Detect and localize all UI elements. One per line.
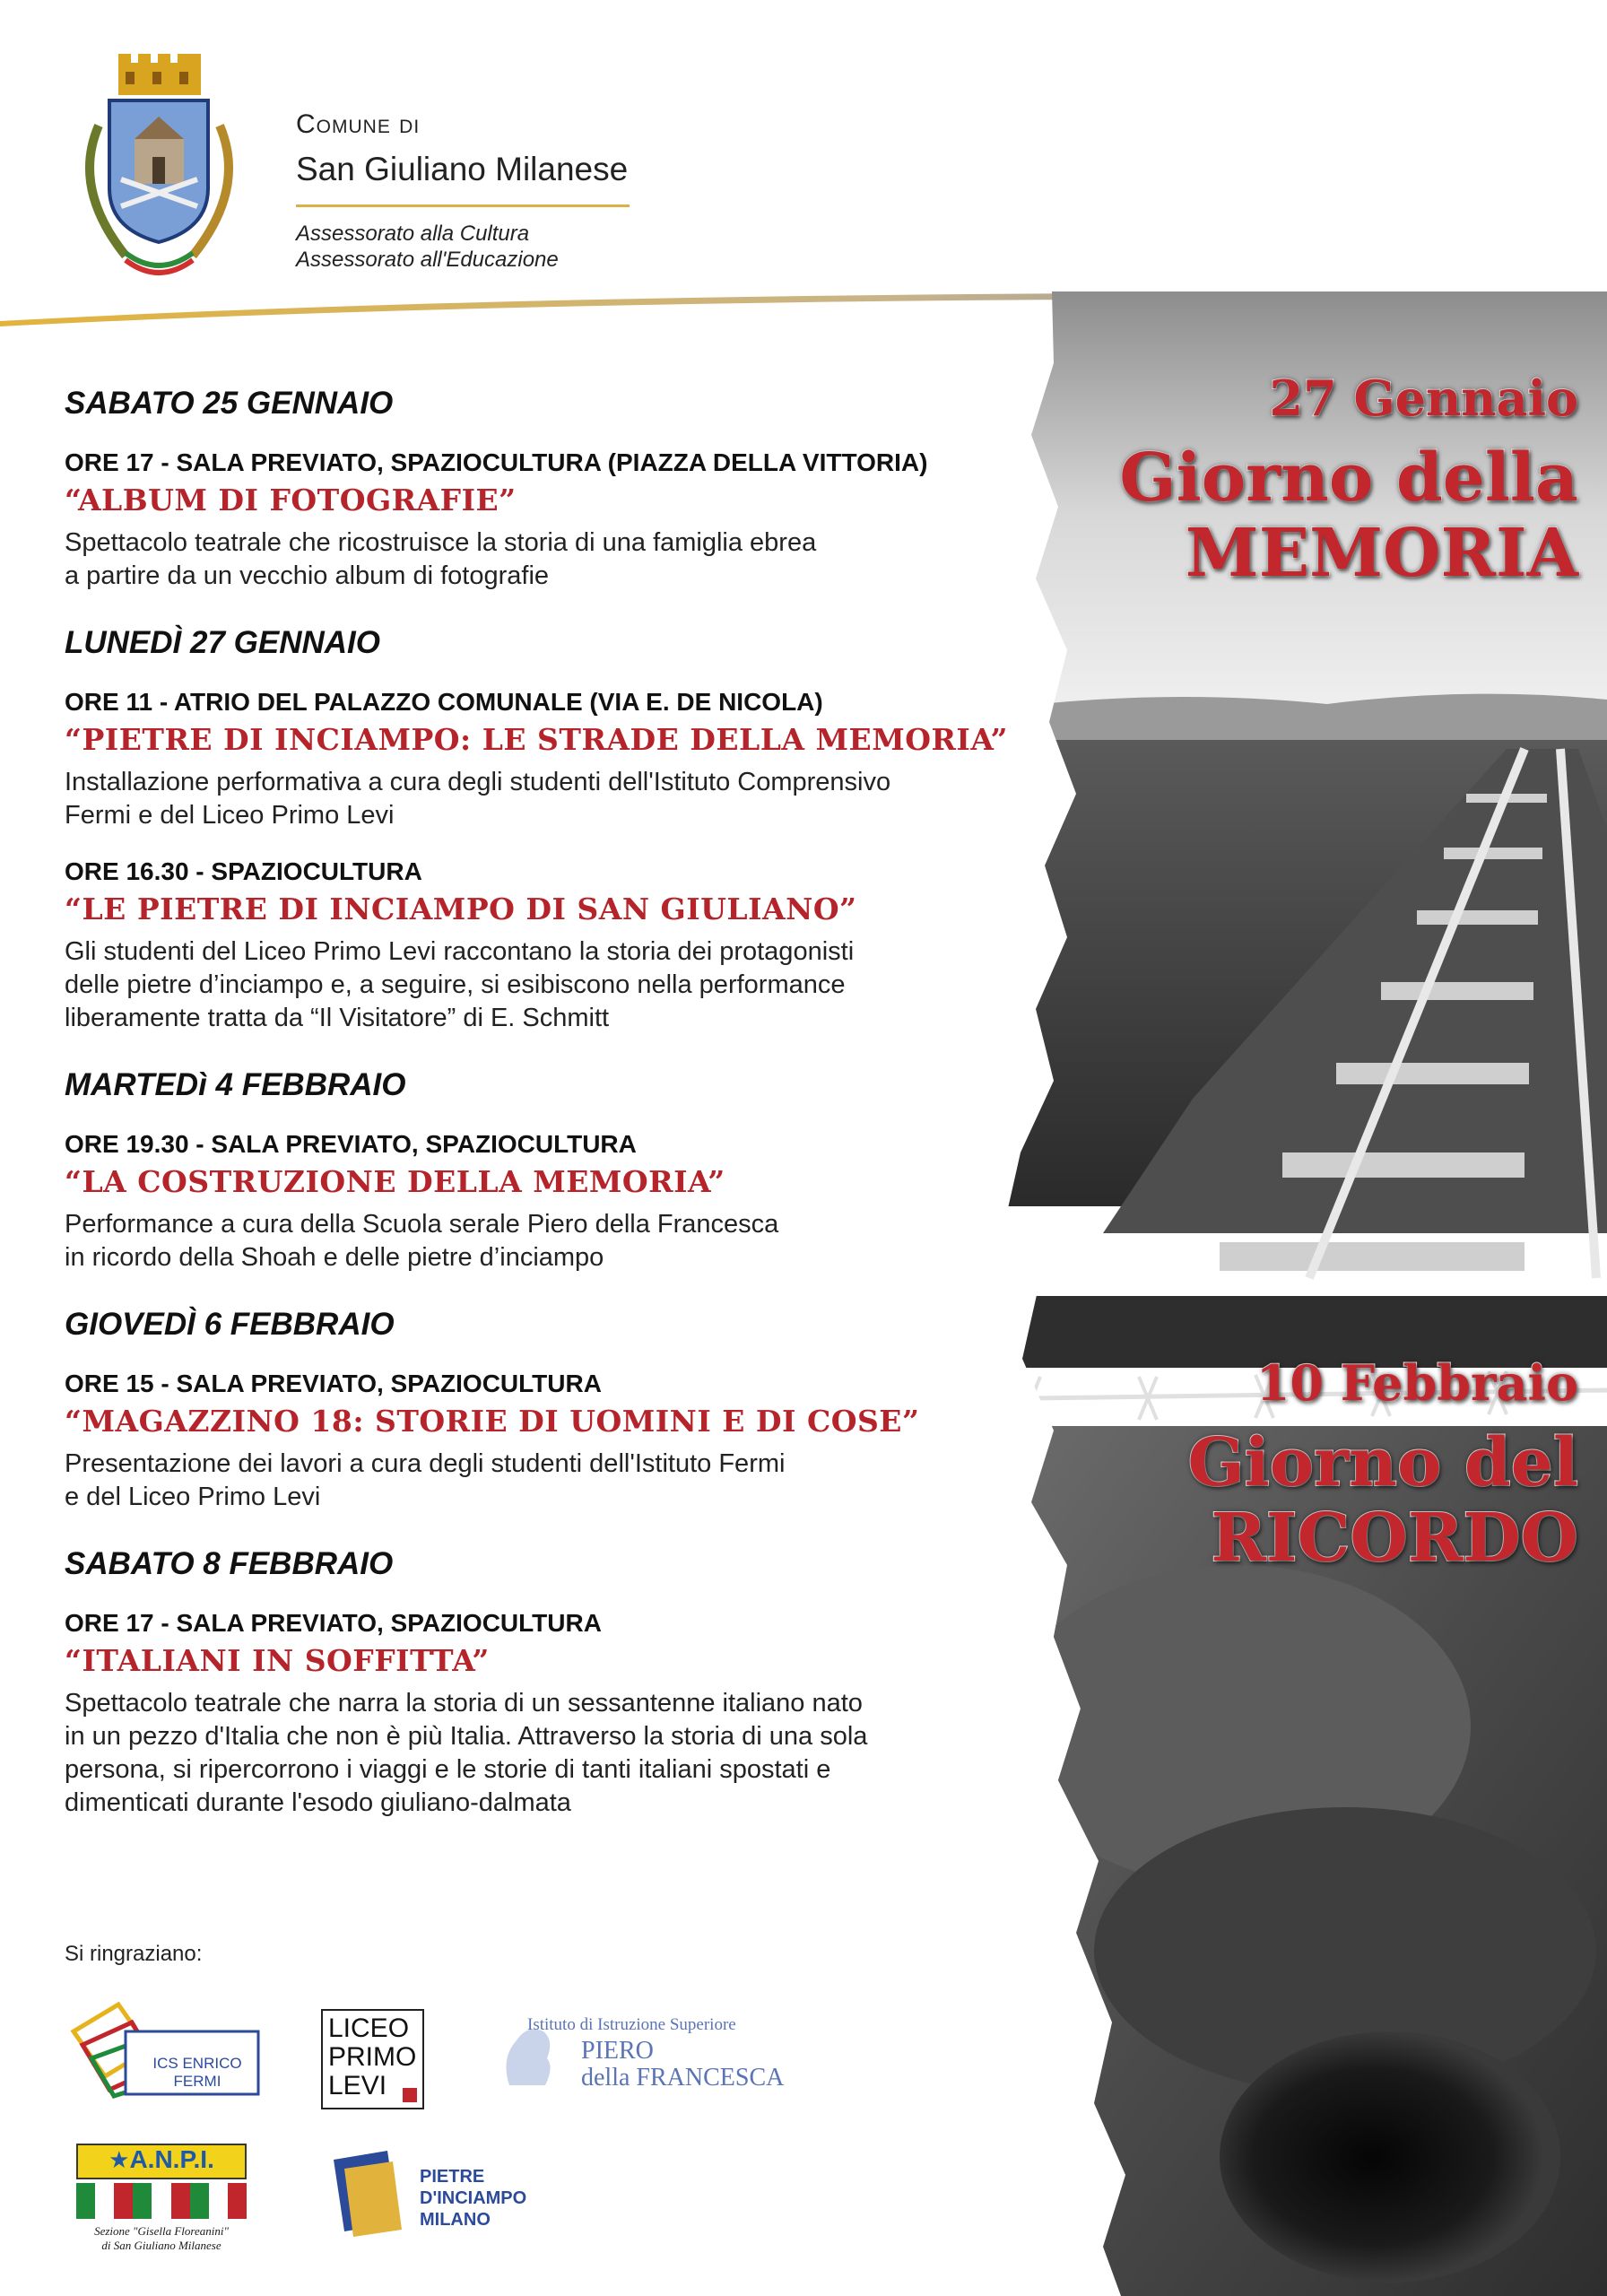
event-title: “MAGAZZINO 18: STORIE DI UOMINI E DI COSE” xyxy=(65,1404,920,1439)
description-line: Gli studenti del Liceo Primo Levi raccontano la storia dei protagonisti xyxy=(65,937,855,966)
event-description xyxy=(65,935,1015,1035)
memoria-date: 27 Gennaio xyxy=(1269,370,1578,427)
assessorato-cultura: Assessorato alla Cultura xyxy=(296,222,530,246)
event-time-venue: ORE 11 - ATRIO DEL PALAZZO COMUNALE (VIA E. DE NICOLA) xyxy=(65,688,823,716)
memorial-photo-panel xyxy=(969,291,1607,2296)
day-heading: LUNEDÌ 27 GENNAIO xyxy=(65,625,380,660)
assessorato-educazione: Assessorato all'Educazione xyxy=(296,248,559,272)
ricordo-title-line1: Giorno del xyxy=(1187,1424,1578,1501)
event-title: “LE PIETRE DI INCIAMPO DI SAN GIULIANO” xyxy=(65,891,857,926)
description-line: Installazione performativa a cura degli studenti dell'Istituto Comprensivo xyxy=(65,768,891,796)
event-item xyxy=(65,1370,1015,1514)
day-heading: MARTEDì 4 FEBBRAIO xyxy=(65,1067,406,1102)
piero-line3: della FRANCESCA xyxy=(581,2064,785,2092)
event-description xyxy=(65,1208,1015,1274)
day-group xyxy=(65,1067,1015,1274)
day-group xyxy=(65,625,1015,1035)
description-line: a partire da un vecchio album di fotografie xyxy=(65,561,550,590)
anpi-logo xyxy=(76,2144,247,2260)
description-line: in ricordo della Shoah e delle pietre d’inciampo xyxy=(65,1243,604,1272)
piero-della-francesca-logo xyxy=(491,2013,796,2094)
event-item xyxy=(65,688,1015,832)
description-line: Performance a cura della Scuola serale Piero della Francesca xyxy=(65,1210,779,1239)
day-heading: SABATO 8 FEBBRAIO xyxy=(65,1546,394,1581)
header-divider xyxy=(296,204,630,207)
event-time-venue: ORE 17 - SALA PREVIATO, SPAZIOCULTURA (PIAZZA DELLA VITTORIA) xyxy=(65,448,928,476)
city-name: San Giuliano Milanese xyxy=(296,151,629,187)
event-description xyxy=(65,526,1015,593)
star-icon: ★ xyxy=(109,2146,130,2173)
description-line: persona, si ripercorrono i viaggi e le storie di tanti italiani spostati e xyxy=(65,1755,831,1784)
anpi-name: A.N.P.I. xyxy=(129,2145,214,2173)
day-heading: GIOVEDÌ 6 FEBBRAIO xyxy=(65,1307,395,1342)
memoria-title-line1: Giorno della xyxy=(1119,439,1578,517)
description-line: in un pezzo d'Italia che non è più Italia. Attraverso la storia di una sola xyxy=(65,1722,868,1751)
levi-red-square xyxy=(403,2088,417,2102)
ricordo-title-line2: RICORDO xyxy=(1211,1500,1578,1577)
event-time-venue: ORE 17 - SALA PREVIATO, SPAZIOCULTURA xyxy=(65,1609,602,1637)
piero-line2: PIERO xyxy=(581,2037,654,2065)
event-time-venue: ORE 16.30 - SPAZIOCULTURA xyxy=(65,857,422,885)
ricordo-date: 10 Febbraio xyxy=(1255,1354,1578,1412)
piero-line1: Istituto di Istruzione Superiore xyxy=(527,2015,736,2034)
day-group xyxy=(65,386,1015,593)
event-item xyxy=(65,1609,1015,1820)
pietre-inciampo-milano-logo xyxy=(334,2151,549,2249)
levi-line1: LICEO xyxy=(328,2013,410,2043)
event-title: “ITALIANI IN SOFFITTA” xyxy=(65,1643,490,1678)
description-line: Presentazione dei lavori a cura degli studenti dell'Istituto Fermi xyxy=(65,1449,786,1478)
stone-icon xyxy=(334,2151,405,2240)
levi-line3: LEVI xyxy=(328,2071,387,2100)
event-title: “LA COSTRUZIONE DELLA MEMORIA” xyxy=(65,1164,725,1199)
municipal-crest-logo xyxy=(63,54,256,283)
description-line: e del Liceo Primo Levi xyxy=(65,1483,321,1511)
description-line: dimenticati durante l'esodo giuliano-dalmata xyxy=(65,1788,571,1817)
thanks-label: Si ringraziano: xyxy=(65,1942,203,1966)
anpi-sub2: di San Giuliano Milanese xyxy=(101,2239,222,2252)
memoria-title-line2: MEMORIA xyxy=(1185,515,1578,592)
liceo-primo-levi-logo xyxy=(321,2009,424,2109)
event-item xyxy=(65,448,1015,593)
anpi-flag-stripes xyxy=(76,2183,247,2219)
event-time-venue: ORE 15 - SALA PREVIATO, SPAZIOCULTURA xyxy=(65,1370,602,1397)
fermi-logo-text: ICS ENRICO FERMI xyxy=(152,2055,242,2090)
event-item xyxy=(65,857,1015,1035)
event-title: “PIETRE DI INCIAMPO: LE STRADE DELLA MEMORIA” xyxy=(65,722,1008,757)
event-description xyxy=(65,1687,1015,1820)
event-schedule xyxy=(65,386,1015,1852)
pietre-line3: MILANO xyxy=(420,2210,491,2230)
comune-label: Comune di xyxy=(296,109,421,139)
description-line: Spettacolo teatrale che ricostruisce la storia di una famiglia ebrea xyxy=(65,528,817,557)
day-group xyxy=(65,1546,1015,1820)
event-title: “ALBUM DI FOTOGRAFIE” xyxy=(65,483,517,517)
event-description xyxy=(65,766,1015,832)
description-line: Spettacolo teatrale che narra la storia di un sessantenne italiano nato xyxy=(65,1689,863,1718)
pietre-line1: PIETRE xyxy=(420,2167,485,2187)
description-line: Fermi e del Liceo Primo Levi xyxy=(65,801,395,830)
pietre-line2: D'INCIAMPO xyxy=(420,2188,527,2208)
event-time-venue: ORE 19.30 - SALA PREVIATO, SPAZIOCULTURA xyxy=(65,1130,637,1158)
anpi-sub1: Sezione "Gisella Floreanini" xyxy=(94,2224,229,2238)
fermi-logo xyxy=(65,1996,280,2099)
description-line: delle pietre d’inciampo e, a seguire, si esibiscono nella performance xyxy=(65,970,846,999)
day-group xyxy=(65,1307,1015,1514)
description-line: liberamente tratta da “Il Visitatore” di E. Schmitt xyxy=(65,1004,610,1032)
event-item xyxy=(65,1130,1015,1274)
day-heading: SABATO 25 GENNAIO xyxy=(65,386,394,421)
event-description xyxy=(65,1448,1015,1514)
anpi-banner xyxy=(76,2144,247,2179)
levi-line2: PRIMO xyxy=(328,2042,417,2072)
